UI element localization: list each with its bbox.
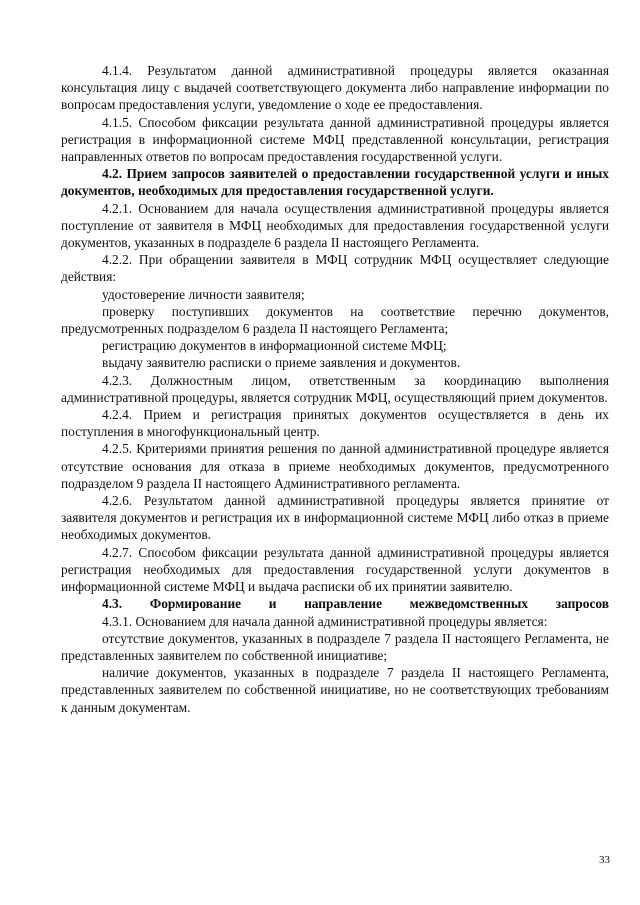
paragraph-4-2-2: 4.2.2. При обращении заявителя в МФЦ сотрудник МФЦ осуществляет следующие действия: bbox=[61, 252, 609, 285]
paragraph-4-2-4: 4.2.4. Прием и регистрация принятых документов осуществляется в день их поступления в многофункциональный центр. bbox=[61, 407, 609, 440]
list-item: регистрацию документов в информационной системе МФЦ; bbox=[102, 338, 447, 354]
paragraph-4-2-7: 4.2.7. Способом фиксации результата данной административной процедуры является регистрация необходимых для предоставления государственной услуги документов в информационной системе МФЦ и выдача расписки об их принятии заявителю. bbox=[61, 544, 609, 595]
list-item: удостоверение личности заявителя; bbox=[102, 286, 305, 302]
paragraph-4-2-3: 4.2.3. Должностным лицом, ответственным за координацию выполнения административной процедуры, является сотрудник МФЦ, осуществляющий прием документов. bbox=[61, 372, 609, 405]
section-heading-4-3: 4.3. Формирование и направление межведомственных запросов bbox=[102, 596, 609, 612]
list-item: отсутствие документов, указанных в подразделе 7 раздела II настоящего Регламента, не представленных заявителем по собственной инициативе; bbox=[61, 630, 609, 663]
paragraph-4-1-5: 4.1.5. Способом фиксации результата данной административной процедуры является регистрация в информационной системе МФЦ представленной консультации, регистрация направленных ответов по вопросам предоставления государственной услуги. bbox=[61, 114, 609, 165]
paragraph-4-2-6: 4.2.6. Результатом данной административной процедуры является принятие от заявителя документов и регистрация их в информационной системе МФЦ либо отказ в приеме необходимых документов. bbox=[61, 493, 609, 543]
paragraph-4-1-4: 4.1.4. Результатом данной административной процедуры является оказанная консультация лицу с выдачей соответствующего документа либо направление информации по вопросам предоставления услуги, уведомление о ходе ее предоставления. bbox=[61, 63, 609, 113]
paragraph-4-3-1: 4.3.1. Основанием для начала данной административной процедуры является: bbox=[102, 613, 548, 629]
document-body bbox=[61, 62, 609, 716]
section-heading-4-2: 4.2. Прием запросов заявителей о предоставлении государственной услуги и иных документов, необходимых для предоставления государственной услуги. bbox=[61, 166, 609, 199]
page-number: 33 bbox=[599, 854, 610, 866]
list-item: выдачу заявителю расписки о приеме заявления и документов. bbox=[102, 355, 461, 371]
paragraph-4-2-1: 4.2.1. Основанием для начала осуществления административной процедуры является поступление от заявителя в МФЦ необходимых для предоставления государственной услуги документов, указанных в подразделе 6 раздела II настоящего Регламента. bbox=[61, 200, 609, 251]
list-item: наличие документов, указанных в подразделе 7 раздела II настоящего Регламента, представленных заявителем по собственной инициативе, но не соответствующих требованиям к данным документам. bbox=[61, 665, 609, 715]
paragraph-4-2-5: 4.2.5. Критериями принятия решения по данной административной процедуре является отсутствие основания для отказа в приеме необходимых документов, предусмотренного подразделом 9 раздела II настоящего Административного регламента. bbox=[61, 441, 609, 491]
list-item: проверку поступивших документов на соответствие перечню документов, предусмотренных подразделом 6 раздела II настоящего Регламента; bbox=[61, 303, 609, 337]
